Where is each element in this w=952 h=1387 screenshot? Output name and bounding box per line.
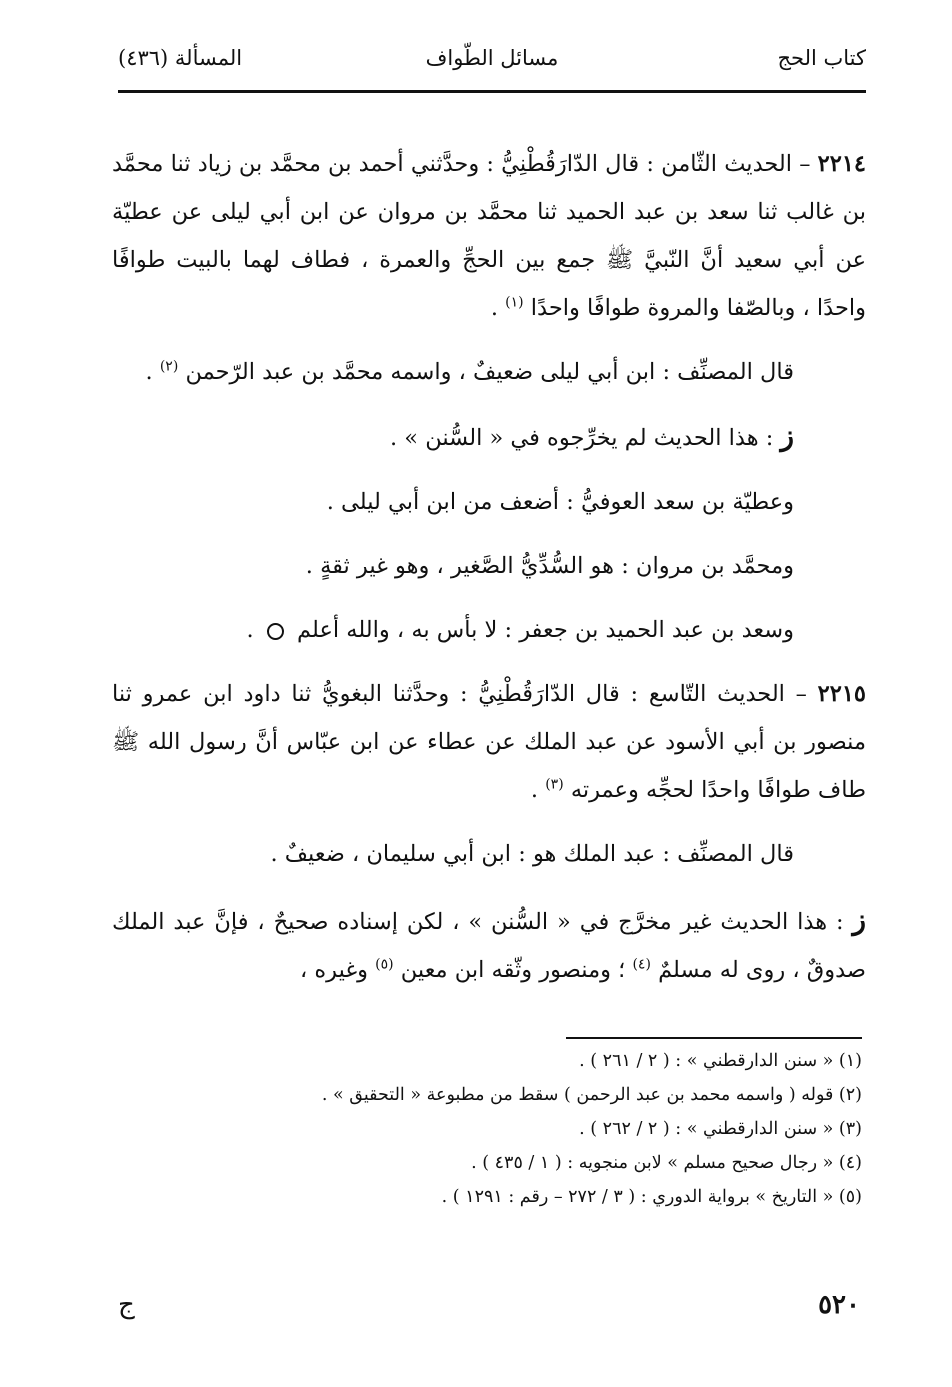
footnote-item: (٤) « رجال صحيح مسلم » لابن منجويه : ( ١ / ٤٣٥ ) . <box>471 1153 862 1173</box>
footnotes <box>112 1044 862 1214</box>
narrator-note-paragraph <box>112 606 866 654</box>
hadith-number: ٢٢١٥ <box>817 681 866 707</box>
footnote-ref: (٣) <box>545 776 564 793</box>
zay-comment-paragraph <box>112 896 866 994</box>
footnote-ref: (٢) <box>159 358 179 375</box>
hadith-number: ٢٢١٤ <box>817 151 866 177</box>
zay-comment-paragraph <box>112 412 866 462</box>
zay-marker: ز <box>852 903 866 936</box>
header-divider <box>118 90 866 93</box>
comment-text: : هذا الحديث لم يخرِّجوه في « السُّنن » . <box>390 425 781 451</box>
sentence-end: . <box>246 617 261 643</box>
comment-text: ومحمَّد بن مروان : هو السُّدِّيُّ الصَّغير ، وهو غير ثقةٍ . <box>305 553 794 579</box>
hadith-2215-paragraph <box>112 670 866 814</box>
hadith-text: – الحديث الثّامن : قال الدّارَقُطْنِيُّ : وحدَّثني أحمد بن محمَّد بن زياد ثنا محمَّد بن غالب ثنا سعد بن عبد الحميد ثنا محمَّد بن مروان عن ابن أبي ليلى عن عطيّة عن أبي سعيد أنَّ النّبيَّ ﷺ جمع بين الحجِّ والعمرة ، فطاف لهما بالبيت طوافًا واحدًا ، وبالصّفا والمروة طوافًا واحدًا <box>112 151 866 321</box>
comment-text: وعطيّة بن سعد العوفيُّ : أضعف من ابن أبي ليلى . <box>326 489 794 515</box>
narrator-note-paragraph <box>112 542 866 590</box>
sentence-end: . <box>145 359 160 385</box>
comment-text: وسعد بن عبد الحميد بن جعفر : لا بأس به ، والله أعلم <box>297 617 794 643</box>
comment-text-continued: ؛ ومنصور وثّقه ابن معين <box>400 957 633 983</box>
footnote-divider <box>566 1037 862 1039</box>
footnote-item: (٥) « التاريخ » برواية الدوري : ( ٣ / ٢٧٢ – رقم : ١٢٩١ ) . <box>441 1187 862 1207</box>
header-issue-number: المسألة (٤٣٦) <box>118 46 243 70</box>
header-book-title: كتاب الحج <box>777 46 866 70</box>
running-header <box>118 42 866 82</box>
comment-text: : هذا الحديث غير مخرَّج في « السُّنن » ، لكن إسناده صحيحٌ ، فإنَّ عبد الملك صدوقٌ ، روى له مسلمٌ <box>112 909 866 983</box>
author-comment-paragraph <box>112 348 866 396</box>
footnote-item: (٣) « سنن الدارقطني » : ( ٢ / ٢٦٢ ) . <box>579 1119 862 1139</box>
footnote-item: (١) « سنن الدارقطني » : ( ٢ / ٢٦١ ) . <box>579 1051 862 1071</box>
sentence-end: . <box>530 777 546 803</box>
footnote-ref: (٥) <box>375 956 394 973</box>
section-end-circle-icon <box>267 623 284 640</box>
header-chapter-title: مسائل الطّواف <box>425 46 559 70</box>
sentence-end: وغيره ، <box>299 957 376 983</box>
author-comment-paragraph <box>112 830 866 878</box>
sentence-end: . <box>490 295 506 321</box>
page-number: ٥٢٠ <box>818 1290 860 1320</box>
zay-marker: ز <box>780 419 794 452</box>
hadith-2214-paragraph <box>112 140 866 332</box>
printer-signature-mark: ج <box>118 1290 135 1320</box>
comment-text: قال المصنِّف : ابن أبي ليلى ضعيفٌ ، واسمه محمَّد بن عبد الرّحمن <box>185 359 794 385</box>
narrator-note-paragraph <box>112 478 866 526</box>
footnote-item: (٢) قوله ( واسمه محمد بن عبد الرحمن ) سقط من مطبوعة « التحقيق » . <box>321 1085 862 1105</box>
footnote-ref: (٤) <box>632 956 651 973</box>
footnote-ref: (١) <box>505 294 524 311</box>
main-text <box>112 140 866 994</box>
hadith-text: – الحديث التّاسع : قال الدّارَقُطْنِيُّ : وحدَّثنا البغويُّ ثنا داود ابن عمرو ثنا منصور بن أبي الأسود عن عبد الملك عن عطاء عن ابن عبّاس أنَّ رسول الله ﷺ طاف طوافًا واحدًا لحجِّه وعمرته <box>112 681 866 803</box>
comment-text: قال المصنِّف : عبد الملك هو : ابن أبي سليمان ، ضعيفٌ . <box>270 841 794 867</box>
